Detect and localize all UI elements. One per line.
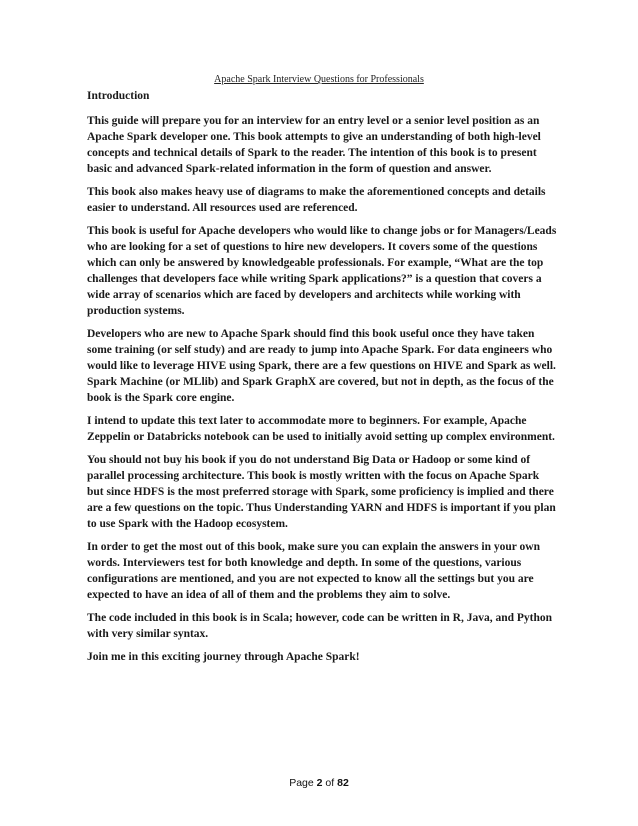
page-label: Page	[289, 777, 314, 789]
running-header: Apache Spark Interview Questions for Professionals	[214, 74, 424, 85]
paragraph: This book also makes heavy use of diagrams to make the aforementioned concepts and details easier to understand. All resources used are referenced.	[87, 186, 546, 214]
page-body	[87, 88, 557, 672]
paragraph: This guide will prepare you for an interview for an entry level or a senior level position as an Apache Spark developer one. This book attempts to give an understanding of both high-level concepts and technical details of Spark to the reader. The intention of this book is to present basic and advanced Spark-related information in the form of question and answer.	[87, 115, 541, 175]
paragraph: You should not buy his book if you do not understand Big Data or Hadoop or some kind of parallel processing architecture. This book is mostly written with the focus on Apache Spark but since HDFS is the most preferred storage with Spark, some proficiency is implied and there are a few questions on the topic. Thus Understanding YARN and HDFS is important if you plan to use Spark with the Hadoop ecosystem.	[87, 454, 556, 530]
paragraph: Developers who are new to Apache Spark should find this book useful once they have taken some training (or self study) and are ready to jump into Apache Spark. For data engineers who would like to leverage HIVE using Spark, there are a few questions on HIVE and Spark as well. Spark Machine (or MLlib) and Spark GraphX are covered, but not in depth, as the focus of the book is the Spark core engine.	[87, 328, 556, 404]
paragraph: Join me in this exciting journey through Apache Spark!	[87, 651, 360, 663]
paragraph: The code included in this book is in Scala; however, code can be written in R, Java, and Python with very similar syntax.	[87, 612, 553, 640]
page-of-label: of	[325, 777, 335, 789]
section-heading: Introduction	[87, 90, 150, 102]
paragraph: This book is useful for Apache developers who would like to change jobs or for Managers/Leads who are looking for a set of questions to hire new developers. It covers some of the questions which can only be answered by knowledgeable professionals. For example, “What are the top challenges that developers face while writing Spark applications?” is a question that covers a wide array of scenarios which are faced by developers and architects while working with production systems.	[87, 225, 557, 317]
total-page-count: 82	[337, 777, 349, 789]
paragraph: I intend to update this text later to accommodate more to beginners. For example, Apache Zeppelin or Databricks notebook can be used to initially avoid setting up complex environment.	[87, 415, 555, 443]
paragraph: In order to get the most out of this book, make sure you can explain the answers in your own words. Interviewers test for both knowledge and depth. In some of the questions, various configurations are mentioned, and you are not expected to know all the settings but you are expected to have an idea of all of them and the problems they aim to solve.	[87, 541, 540, 601]
page-number-footer	[0, 777, 638, 789]
current-page-number: 2	[316, 777, 323, 789]
